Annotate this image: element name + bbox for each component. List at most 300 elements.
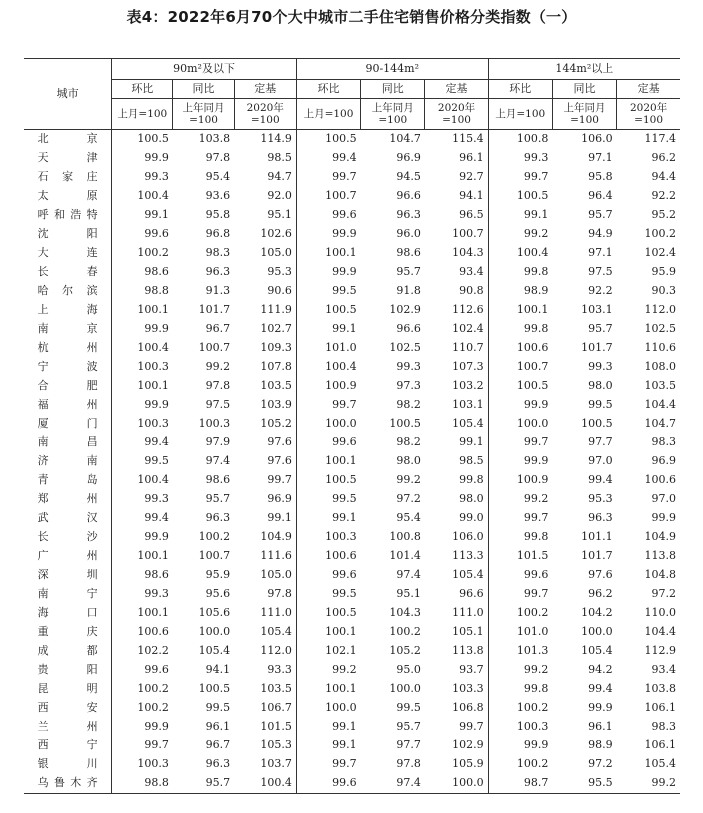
value-cell: 100.1 <box>325 454 357 468</box>
value-cell: 96.6 <box>425 585 488 604</box>
city-name: 长沙 <box>37 530 98 544</box>
value-cell: 100.1 <box>325 246 357 260</box>
value-cell: 99.7 <box>144 738 169 752</box>
value-cell: 100.0 <box>325 700 357 714</box>
city-cell <box>24 244 112 263</box>
table-row <box>24 130 680 149</box>
value-cell: 95.7 <box>205 492 231 506</box>
value-cell: 98.8 <box>144 283 169 297</box>
value-cell: 100.2 <box>137 681 169 695</box>
value-cell: 100.4 <box>137 473 169 487</box>
value-cell: 100.9 <box>516 473 549 487</box>
value-cell: 100.5 <box>198 681 231 695</box>
value-cell: 100.5 <box>325 302 357 316</box>
value-cell: 111.0 <box>425 603 488 622</box>
value-cell: 103.1 <box>581 302 613 316</box>
value-cell: 93.7 <box>425 660 488 679</box>
value-cell: 95.6 <box>205 586 231 600</box>
value-cell: 97.3 <box>396 378 421 392</box>
value-cell: 100.4 <box>325 359 357 373</box>
value-cell: 91.8 <box>396 283 421 297</box>
value-cell: 90.8 <box>425 282 488 301</box>
value-cell: 95.7 <box>588 321 613 335</box>
value-cell: 100.2 <box>516 757 549 771</box>
city-cell <box>24 528 112 547</box>
city-cell <box>24 641 112 660</box>
value-cell: 100.0 <box>198 624 231 638</box>
value-cell: 97.6 <box>234 433 296 452</box>
value-cell: 102.9 <box>425 736 488 755</box>
city-column-header: 城市 <box>24 59 112 130</box>
value-cell: 97.6 <box>234 452 296 471</box>
value-cell: 100.3 <box>516 719 549 733</box>
value-cell: 108.0 <box>644 359 676 373</box>
value-cell: 99.1 <box>332 719 357 733</box>
value-cell: 106.1 <box>644 738 676 752</box>
value-cell: 105.0 <box>234 244 296 263</box>
table-row <box>24 622 680 641</box>
value-cell: 98.6 <box>396 246 421 260</box>
value-cell: 99.1 <box>332 511 357 525</box>
value-cell: 100.2 <box>389 624 421 638</box>
value-cell: 106.8 <box>425 698 488 717</box>
value-cell: 95.4 <box>205 170 231 184</box>
city-name: 石家庄 <box>37 170 98 184</box>
city-cell <box>24 755 112 774</box>
value-cell: 100.1 <box>516 302 549 316</box>
value-cell: 99.3 <box>523 151 549 165</box>
city-name: 哈尔滨 <box>37 283 98 297</box>
value-cell: 99.3 <box>588 359 613 373</box>
value-cell: 98.3 <box>651 435 676 449</box>
value-cell: 95.9 <box>651 265 676 279</box>
value-cell: 95.1 <box>396 586 421 600</box>
value-cell: 100.4 <box>234 774 296 793</box>
value-cell: 95.8 <box>588 170 613 184</box>
value-cell: 99.5 <box>332 492 357 506</box>
value-cell: 100.5 <box>325 132 357 146</box>
value-cell: 99.9 <box>144 719 169 733</box>
value-cell: 102.5 <box>389 340 421 354</box>
value-cell: 99.9 <box>523 738 549 752</box>
city-cell <box>24 357 112 376</box>
value-cell: 99.9 <box>144 321 169 335</box>
value-cell: 105.2 <box>234 414 296 433</box>
value-cell: 99.4 <box>144 511 169 525</box>
value-cell: 104.2 <box>581 605 613 619</box>
value-cell: 95.8 <box>205 208 231 222</box>
city-cell <box>24 206 112 225</box>
value-cell: 100.6 <box>325 549 357 563</box>
value-cell: 99.7 <box>332 170 357 184</box>
city-name: 贵阳 <box>37 662 98 676</box>
value-cell: 109.3 <box>234 338 296 357</box>
city-cell <box>24 547 112 566</box>
value-cell: 93.4 <box>651 662 676 676</box>
value-cell: 99.9 <box>651 511 676 525</box>
city-cell <box>24 603 112 622</box>
value-cell: 100.3 <box>137 757 169 771</box>
table-row <box>24 660 680 679</box>
city-cell <box>24 660 112 679</box>
value-cell: 99.3 <box>144 586 169 600</box>
city-name: 呼和浩特 <box>37 208 98 222</box>
table-row <box>24 357 680 376</box>
value-cell: 99.4 <box>588 681 613 695</box>
table-row <box>24 168 680 187</box>
city-name: 宁波 <box>37 359 98 373</box>
value-cell: 97.1 <box>588 246 613 260</box>
table-row <box>24 698 680 717</box>
table-row <box>24 547 680 566</box>
value-cell: 103.5 <box>234 376 296 395</box>
value-cell: 97.2 <box>588 757 613 771</box>
value-cell: 99.7 <box>523 170 549 184</box>
value-cell: 101.3 <box>516 643 549 657</box>
value-cell: 105.2 <box>389 643 421 657</box>
value-cell: 100.5 <box>581 416 613 430</box>
value-cell: 100.5 <box>389 416 421 430</box>
city-cell <box>24 566 112 585</box>
value-cell: 101.7 <box>581 340 613 354</box>
value-cell: 92.7 <box>425 168 488 187</box>
value-cell: 99.8 <box>523 265 549 279</box>
value-cell: 98.8 <box>112 774 173 793</box>
value-cell: 98.9 <box>523 283 549 297</box>
value-cell: 95.5 <box>552 774 616 793</box>
value-cell: 104.8 <box>644 568 676 582</box>
value-cell: 96.3 <box>205 265 231 279</box>
value-cell: 103.8 <box>198 132 231 146</box>
city-name: 兰州 <box>37 719 98 733</box>
city-cell <box>24 338 112 357</box>
city-name: 沈阳 <box>37 227 98 241</box>
base-label: 上年同月=100 <box>563 102 606 126</box>
table-row <box>24 603 680 622</box>
value-cell: 97.0 <box>588 454 613 468</box>
value-cell: 100.2 <box>516 700 549 714</box>
city-name: 海口 <box>37 605 98 619</box>
value-cell: 99.5 <box>332 283 357 297</box>
value-cell: 97.5 <box>205 397 231 411</box>
value-cell: 98.6 <box>205 473 231 487</box>
value-cell: 100.7 <box>425 225 488 244</box>
base-header <box>552 99 616 130</box>
city-cell <box>24 225 112 244</box>
value-cell: 95.0 <box>396 662 421 676</box>
city-cell <box>24 130 112 149</box>
value-cell: 100.7 <box>198 549 231 563</box>
value-cell: 100.2 <box>198 530 231 544</box>
table-row <box>24 528 680 547</box>
value-cell: 94.4 <box>651 170 676 184</box>
value-cell: 96.1 <box>425 149 488 168</box>
table-row <box>24 395 680 414</box>
table-row <box>24 338 680 357</box>
city-cell <box>24 698 112 717</box>
table-row <box>24 736 680 755</box>
value-cell: 99.5 <box>144 454 169 468</box>
value-cell: 100.1 <box>325 624 357 638</box>
table-row <box>24 755 680 774</box>
city-name: 广州 <box>37 549 98 563</box>
value-cell: 95.3 <box>234 263 296 282</box>
value-cell: 96.2 <box>588 586 613 600</box>
base-label: 上月=100 <box>495 108 546 120</box>
value-cell: 99.4 <box>144 435 169 449</box>
value-cell: 98.5 <box>234 149 296 168</box>
value-cell: 100.7 <box>516 359 549 373</box>
group-header-small: 90m²及以下 <box>112 59 297 80</box>
value-cell: 99.7 <box>523 586 549 600</box>
value-cell: 96.7 <box>205 321 231 335</box>
city-name: 福州 <box>37 397 98 411</box>
value-cell: 99.2 <box>617 774 680 793</box>
value-cell: 113.8 <box>425 641 488 660</box>
value-cell: 106.7 <box>234 698 296 717</box>
table-row <box>24 282 680 301</box>
base-label: 上年同月=100 <box>182 102 225 126</box>
value-cell: 100.5 <box>516 378 549 392</box>
value-cell: 99.6 <box>144 662 169 676</box>
value-cell: 113.3 <box>425 547 488 566</box>
value-cell: 99.6 <box>332 435 357 449</box>
value-cell: 99.9 <box>144 530 169 544</box>
value-cell: 115.4 <box>425 130 488 149</box>
value-cell: 99.7 <box>332 397 357 411</box>
value-cell: 100.9 <box>325 378 357 392</box>
metric-header: 环比 <box>488 80 552 99</box>
value-cell: 97.7 <box>396 738 421 752</box>
value-cell: 101.0 <box>516 624 549 638</box>
value-cell: 99.1 <box>523 208 549 222</box>
value-cell: 100.3 <box>198 416 231 430</box>
value-cell: 99.8 <box>425 471 488 490</box>
table-row <box>24 717 680 736</box>
city-cell <box>24 452 112 471</box>
value-cell: 96.3 <box>205 757 231 771</box>
city-name: 南昌 <box>37 435 98 449</box>
value-cell: 92.2 <box>651 189 676 203</box>
value-cell: 103.8 <box>644 681 676 695</box>
value-cell: 101.4 <box>389 549 421 563</box>
value-cell: 100.8 <box>516 132 549 146</box>
value-cell: 100.7 <box>325 189 357 203</box>
value-cell: 102.1 <box>325 643 357 657</box>
value-cell: 99.2 <box>396 473 421 487</box>
value-cell: 97.1 <box>588 151 613 165</box>
value-cell: 100.3 <box>325 530 357 544</box>
city-cell <box>24 622 112 641</box>
value-cell: 100.6 <box>137 624 169 638</box>
city-cell <box>24 471 112 490</box>
value-cell: 97.5 <box>588 265 613 279</box>
value-cell: 98.0 <box>396 454 421 468</box>
metric-header: 环比 <box>296 80 360 99</box>
table-row <box>24 566 680 585</box>
value-cell: 99.2 <box>332 662 357 676</box>
value-cell: 99.5 <box>332 586 357 600</box>
value-cell: 100.8 <box>389 530 421 544</box>
value-cell: 99.7 <box>425 717 488 736</box>
value-cell: 103.9 <box>234 395 296 414</box>
value-cell: 101.0 <box>325 340 357 354</box>
value-cell: 91.3 <box>205 283 231 297</box>
value-cell: 104.4 <box>644 397 676 411</box>
value-cell: 100.1 <box>137 549 169 563</box>
value-cell: 99.6 <box>296 774 360 793</box>
value-cell: 98.9 <box>588 738 613 752</box>
value-cell: 98.0 <box>588 378 613 392</box>
value-cell: 98.6 <box>144 568 169 582</box>
value-cell: 97.6 <box>588 568 613 582</box>
value-cell: 99.6 <box>332 568 357 582</box>
value-cell: 99.9 <box>332 227 357 241</box>
value-cell: 105.3 <box>234 736 296 755</box>
value-cell: 100.2 <box>516 605 549 619</box>
value-cell: 102.6 <box>234 225 296 244</box>
value-cell: 96.6 <box>396 321 421 335</box>
value-cell: 97.9 <box>205 435 231 449</box>
city-name: 厦门 <box>37 416 98 430</box>
city-cell <box>24 414 112 433</box>
value-cell: 99.3 <box>144 492 169 506</box>
base-label: 2020年=100 <box>246 102 284 126</box>
table-row <box>24 471 680 490</box>
value-cell: 96.1 <box>588 719 613 733</box>
value-cell: 101.7 <box>198 302 231 316</box>
base-label: 上月=100 <box>117 108 168 120</box>
value-cell: 94.9 <box>588 227 613 241</box>
value-cell: 99.9 <box>523 454 549 468</box>
value-cell: 103.3 <box>425 679 488 698</box>
value-cell: 94.2 <box>588 662 613 676</box>
value-cell: 111.6 <box>234 547 296 566</box>
value-cell: 98.6 <box>144 265 169 279</box>
value-cell: 93.6 <box>205 189 231 203</box>
city-name: 太原 <box>37 189 98 203</box>
value-cell: 112.6 <box>425 300 488 319</box>
value-cell: 98.5 <box>425 452 488 471</box>
value-cell: 97.8 <box>234 585 296 604</box>
value-cell: 97.8 <box>205 378 231 392</box>
city-name: 青岛 <box>37 473 98 487</box>
value-cell: 99.7 <box>523 435 549 449</box>
city-name: 深圳 <box>37 568 98 582</box>
value-cell: 97.8 <box>396 757 421 771</box>
value-cell: 104.3 <box>389 605 421 619</box>
value-cell: 96.9 <box>651 454 676 468</box>
city-name: 西安 <box>37 700 98 714</box>
value-cell: 102.7 <box>234 319 296 338</box>
value-cell: 101.5 <box>234 717 296 736</box>
value-cell: 99.7 <box>523 511 549 525</box>
table-row <box>24 300 680 319</box>
city-cell <box>24 300 112 319</box>
value-cell: 100.6 <box>516 340 549 354</box>
value-cell: 94.1 <box>425 187 488 206</box>
city-cell <box>24 319 112 338</box>
city-cell <box>24 263 112 282</box>
value-cell: 99.1 <box>332 321 357 335</box>
value-cell: 100.6 <box>644 473 676 487</box>
value-cell: 100.7 <box>198 340 231 354</box>
value-cell: 104.3 <box>425 244 488 263</box>
value-cell: 95.4 <box>396 511 421 525</box>
value-cell: 99.9 <box>144 151 169 165</box>
metric-header: 定基 <box>425 80 488 99</box>
price-index-table <box>24 58 680 794</box>
city-name: 南京 <box>37 321 98 335</box>
value-cell: 99.6 <box>332 208 357 222</box>
value-cell: 99.9 <box>588 700 613 714</box>
table-row <box>24 244 680 263</box>
value-cell: 99.4 <box>588 473 613 487</box>
city-name: 银川 <box>37 757 98 771</box>
city-name: 大连 <box>37 246 98 260</box>
value-cell: 97.4 <box>205 454 231 468</box>
value-cell: 93.3 <box>234 660 296 679</box>
city-cell <box>24 149 112 168</box>
value-cell: 92.2 <box>588 283 613 297</box>
city-name: 合肥 <box>37 378 98 392</box>
value-cell: 106.0 <box>425 528 488 547</box>
value-cell: 100.0 <box>581 624 613 638</box>
value-cell: 107.3 <box>425 357 488 376</box>
table-row <box>24 187 680 206</box>
city-cell <box>24 187 112 206</box>
value-cell: 99.5 <box>588 397 613 411</box>
value-cell: 105.9 <box>425 755 488 774</box>
value-cell: 99.9 <box>332 265 357 279</box>
value-cell: 102.9 <box>389 302 421 316</box>
base-header <box>617 99 680 130</box>
value-cell: 95.7 <box>588 208 613 222</box>
value-cell: 100.1 <box>137 302 169 316</box>
value-cell: 97.0 <box>651 492 676 506</box>
value-cell: 103.7 <box>234 755 296 774</box>
base-header <box>234 99 296 130</box>
value-cell: 97.4 <box>361 774 425 793</box>
value-cell: 92.0 <box>234 187 296 206</box>
value-cell: 96.9 <box>234 490 296 509</box>
value-cell: 106.0 <box>581 132 613 146</box>
value-cell: 99.6 <box>144 227 169 241</box>
value-cell: 107.8 <box>234 357 296 376</box>
value-cell: 101.1 <box>581 530 613 544</box>
city-cell <box>24 168 112 187</box>
value-cell: 99.1 <box>234 509 296 528</box>
value-cell: 112.9 <box>644 643 676 657</box>
table-row <box>24 509 680 528</box>
value-cell: 98.2 <box>396 435 421 449</box>
value-cell: 104.7 <box>644 416 676 430</box>
table-row <box>24 433 680 452</box>
value-cell: 104.9 <box>234 528 296 547</box>
value-cell: 100.3 <box>137 359 169 373</box>
value-cell: 103.2 <box>425 376 488 395</box>
value-cell: 99.7 <box>332 757 357 771</box>
metric-header: 同比 <box>552 80 616 99</box>
base-header <box>173 99 234 130</box>
value-cell: 96.8 <box>205 227 231 241</box>
value-cell: 90.3 <box>651 283 676 297</box>
value-cell: 99.2 <box>523 227 549 241</box>
value-cell: 100.2 <box>137 246 169 260</box>
value-cell: 110.7 <box>425 338 488 357</box>
city-name: 长春 <box>37 265 98 279</box>
value-cell: 94.5 <box>396 170 421 184</box>
